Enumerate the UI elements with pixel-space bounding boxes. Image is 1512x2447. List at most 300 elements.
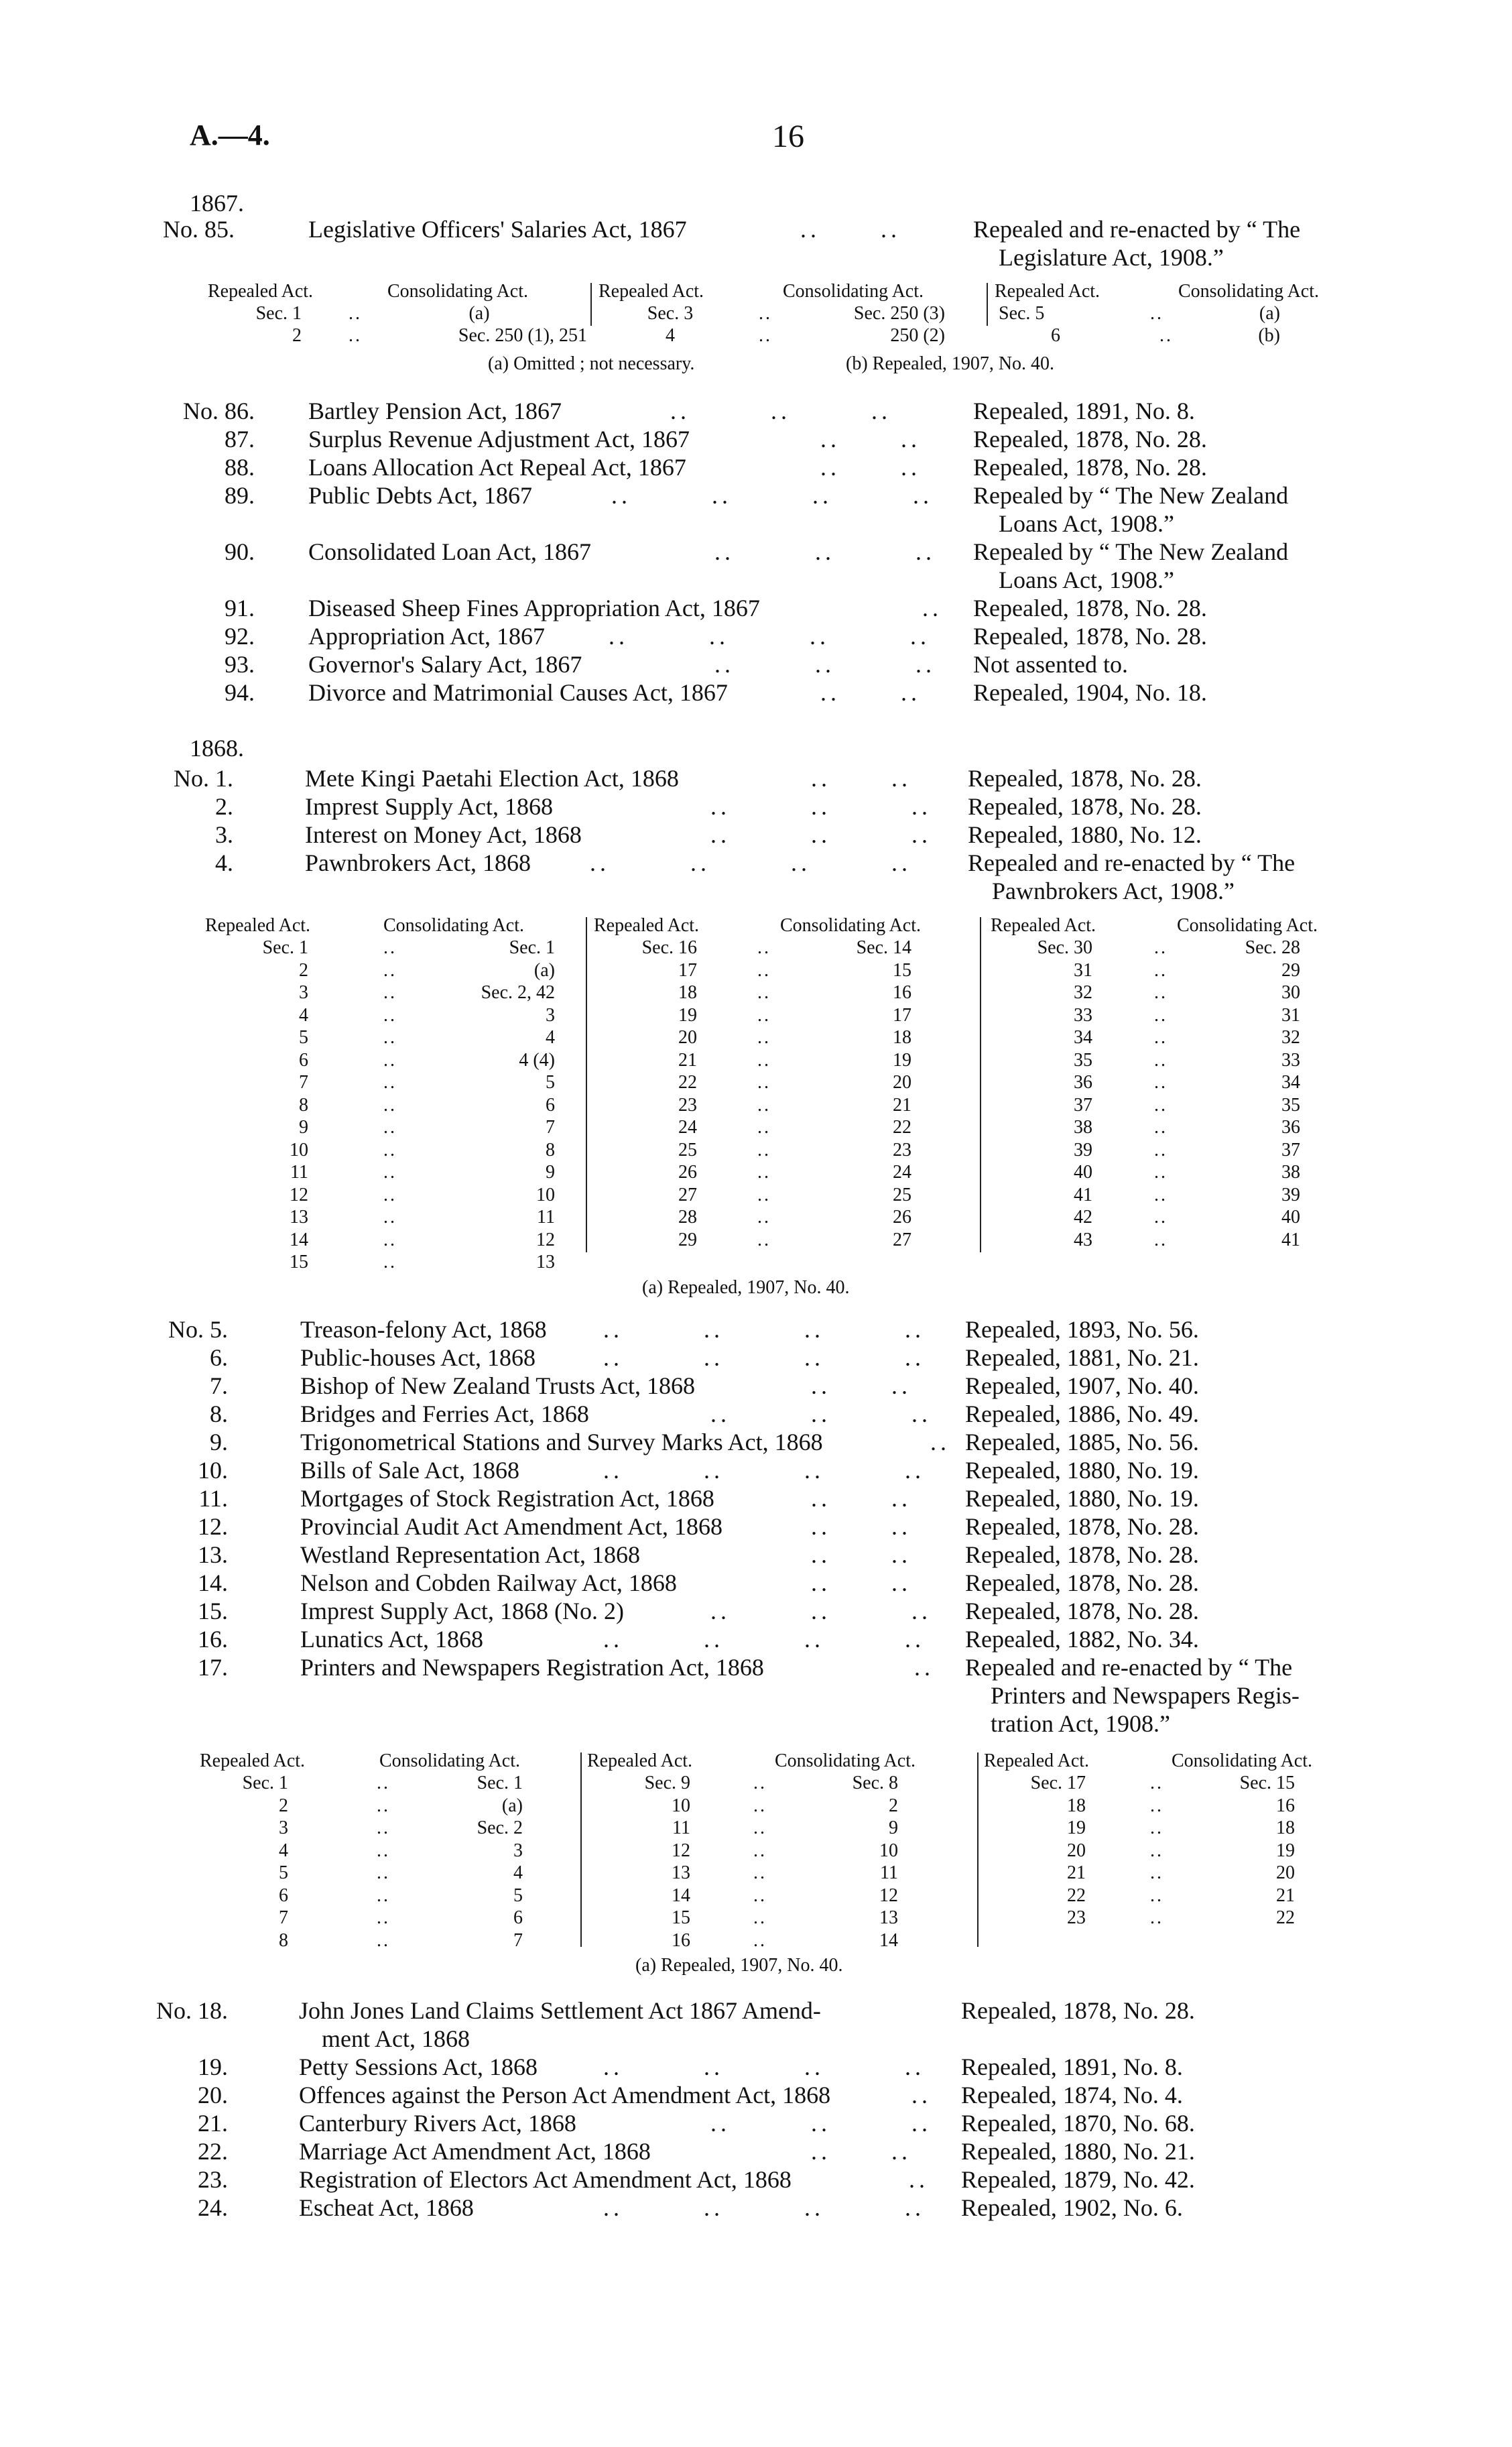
repealed-section: 36 [1074,1072,1092,1093]
leader-dots: .. [759,325,772,346]
consolidating-section: 41 [1281,1229,1300,1250]
act-status: Repealed, 1902, No. 6. [961,2194,1183,2221]
repealed-section: 2 [279,1795,288,1816]
act-title: Surplus Revenue Adjustment Act, 1867 [308,426,690,453]
consolidating-section: 33 [1281,1049,1300,1071]
act-status: Repealed, 1878, No. 28. [965,1569,1199,1596]
consolidating-section: 12 [879,1885,898,1906]
repealed-section: 19 [1067,1817,1086,1838]
act-status-cont: Loans Act, 1908.” [999,566,1174,593]
consolidating-section: 32 [1281,1027,1300,1048]
leader-dots: .. [1150,1840,1163,1861]
repealed-section: Sec. 30 [1037,937,1092,958]
leader-dots: .. .. [811,1372,911,1399]
leader-dots: .. [383,1207,397,1228]
leader-dots: .. [377,1885,390,1906]
repealed-section: 10 [290,1139,308,1160]
leader-dots: .. [757,1162,771,1183]
repealed-section: 26 [678,1162,697,1183]
act-status: Repealed, 1893, No. 56. [965,1316,1199,1343]
act-number: 94. [225,679,255,706]
act-status: Repealed, 1878, No. 28. [968,765,1202,792]
col-header-consolidating: Consolidating Act. [1177,915,1318,936]
consolidating-section: 9 [546,1162,555,1183]
repealed-section: 12 [290,1184,308,1205]
act-title: Lunatics Act, 1868 [300,1626,483,1653]
col-header-consolidating: Consolidating Act. [1172,1750,1312,1771]
act-entry-23 [0,2165,1512,2195]
act-title: Public Debts Act, 1867 [308,482,532,509]
act-entry-85 [0,215,1512,273]
repealed-section: Sec. 1 [242,1773,288,1793]
leader-dots: .. [377,1795,390,1816]
act-entry-92 [0,622,1512,652]
leader-dots: .. .. [811,1485,911,1512]
consolidating-section: 10 [536,1184,555,1205]
col-header-consolidating: Consolidating Act. [780,915,921,936]
act-title: Diseased Sheep Fines Appropriation Act, 1867 [308,595,760,621]
column-divider [586,917,587,1252]
leader-dots: .. .. [820,426,921,453]
act-entry-8 [0,1400,1512,1429]
consolidating-section: 16 [893,982,911,1003]
act-number: 19. [198,2053,228,2080]
act-title: Mortgages of Stock Registration Act, 1868 [300,1485,714,1512]
act-number: 88. [225,454,255,481]
act-status: Repealed, 1878, No. 28. [973,454,1207,481]
act-status: Repealed and re-enacted by “ The [965,1654,1293,1681]
repealed-section: 15 [672,1907,690,1928]
leader-dots: .. [1154,1117,1168,1138]
leader-dots: .. [1150,1817,1163,1838]
leader-dots: .. [383,1139,397,1160]
leader-dots: .. .. .. [710,793,932,820]
repealed-section: 21 [1067,1862,1086,1883]
consolidating-section: 21 [1276,1885,1295,1906]
repealed-section: 10 [672,1795,690,1816]
leader-dots: .. .. .. .. [603,1316,925,1343]
act-entry-14 [0,1569,1512,1598]
leader-dots: .. .. [800,216,901,243]
consolidating-section: (a) [501,1795,523,1816]
act-entry-11 [0,1484,1512,1514]
leader-dots: .. .. [811,2138,911,2165]
act-number: 4. [215,849,233,876]
consolidating-section: 24 [893,1162,911,1183]
act-number: 22. [198,2138,228,2165]
leader-dots: .. [383,1162,397,1183]
act-status: Repealed, 1878, No. 28. [968,793,1202,820]
act-number: 24. [198,2194,228,2221]
consolidating-section: 29 [1281,959,1300,981]
col-header-repealed: Repealed Act. [598,281,704,302]
col-header-consolidating: Consolidating Act. [379,1750,520,1771]
repealed-section: 8 [299,1094,308,1116]
leader-dots: .. .. .. [710,2110,932,2137]
act-number: 90. [225,538,255,565]
repealed-section: 22 [1067,1885,1086,1906]
leader-dots: .. [1154,1162,1168,1183]
consolidating-section: 37 [1281,1139,1300,1160]
leader-dots: .. [383,1184,397,1205]
act-number: 16. [198,1626,228,1653]
consolidating-section: Sec. 15 [1239,1773,1295,1793]
act-status: Repealed, 1881, No. 21. [965,1344,1199,1371]
act-title: Divorce and Matrimonial Causes Act, 1867 [308,679,728,706]
act-title: Printers and Newspapers Registration Act, 1868 [300,1654,764,1681]
leader-dots: .. .. .. .. [603,2053,925,2080]
repealed-section: 13 [672,1862,690,1883]
consolidating-section: 19 [893,1049,911,1071]
leader-dots: .. [1154,1139,1168,1160]
document-code: A.—4. [190,119,270,152]
leader-dots: .. [757,1094,771,1116]
consolidating-section: 8 [546,1139,555,1160]
col-header-consolidating: Consolidating Act. [1178,281,1319,302]
act-number: 21. [198,2110,228,2137]
consolidating-section: 20 [1276,1862,1295,1883]
act-number: No. 85. [163,216,235,243]
consolidating-section: 11 [880,1862,898,1883]
act-number: 17. [198,1654,228,1681]
act-title: Escheat Act, 1868 [299,2194,474,2221]
table-footnote: (a) Repealed, 1907, No. 40. [642,1277,850,1298]
repealed-section: 16 [672,1929,690,1951]
col-header-repealed: Repealed Act. [991,915,1096,936]
consolidating-section: 35 [1281,1094,1300,1116]
leader-dots: .. [349,303,362,324]
act-number: 6. [210,1344,228,1371]
leader-dots: .. [757,982,771,1003]
leader-dots: .. [1154,1094,1168,1116]
act-status: Repealed, 1904, No. 18. [973,679,1207,706]
leader-dots: .. [757,1004,771,1026]
act-number: No. 5. [168,1316,228,1343]
col-header-consolidating: Consolidating Act. [783,281,924,302]
leader-dots: .. [757,1139,771,1160]
act-title: John Jones Land Claims Settlement Act 1867 Amend- [299,1997,821,2024]
leader-dots: .. [377,1907,390,1928]
year-heading-1867: 1867. [190,190,244,217]
leader-dots: .. [914,1654,934,1681]
repealed-section: 13 [290,1207,308,1228]
act-status: Repealed and re-enacted by “ The [968,849,1296,876]
leader-dots: .. [757,1207,771,1228]
leader-dots: .. [1150,1795,1163,1816]
consolidating-section: 22 [1276,1907,1295,1928]
act-entry-87 [0,425,1512,455]
consolidating-section: Sec. 28 [1245,937,1300,958]
section-table-85 [0,280,1512,382]
consolidating-section: 16 [1276,1795,1295,1816]
act-number: 14. [198,1569,228,1596]
leader-dots: .. [383,1117,397,1138]
leader-dots: .. [383,1229,397,1250]
act-status: Repealed, 1879, No. 42. [961,2166,1195,2193]
leader-dots: .. .. .. [710,1598,932,1624]
act-entry-13 [0,1541,1512,1570]
consolidating-section: (a) [468,303,490,324]
leader-dots: .. [383,937,397,958]
leader-dots: .. [930,1429,950,1455]
repealed-section: 21 [678,1049,697,1071]
consolidating-section: 13 [536,1252,555,1272]
consolidating-section: 19 [1276,1840,1295,1861]
leader-dots: .. [757,1117,771,1138]
repealed-section: 28 [678,1207,697,1228]
leader-dots: .. [757,1027,771,1048]
col-header-repealed: Repealed Act. [594,915,700,936]
section-table-4 [0,914,1512,1298]
repealed-section: 43 [1074,1229,1092,1250]
consolidating-section: 4 (4) [519,1049,555,1071]
leader-dots: .. [349,325,362,346]
column-divider [977,1752,979,1947]
leader-dots: .. [757,937,771,958]
leader-dots: .. .. [811,765,911,792]
leader-dots: .. [377,1840,390,1861]
act-number: 87. [225,426,255,453]
leader-dots: .. [911,2082,932,2108]
column-divider [980,917,981,1252]
act-title: Canterbury Rivers Act, 1868 [299,2110,576,2137]
act-number: 91. [225,595,255,621]
act-title: Bills of Sale Act, 1868 [300,1457,519,1484]
act-number: 92. [225,623,255,650]
col-header-repealed: Repealed Act. [208,281,314,302]
consolidating-section: (a) [533,959,555,981]
act-title: Imprest Supply Act, 1868 [305,793,553,820]
page-number: 16 [772,119,804,154]
act-number: 10. [198,1457,228,1484]
act-title: Bishop of New Zealand Trusts Act, 1868 [300,1372,695,1399]
consolidating-section: 3 [513,1840,523,1861]
leader-dots: .. [753,1929,767,1951]
act-status: Repealed, 1880, No. 19. [965,1485,1199,1512]
act-entry-22 [0,2137,1512,2167]
leader-dots: .. [753,1862,767,1883]
act-number: No. 1. [174,765,233,792]
act-title: Petty Sessions Act, 1868 [299,2053,538,2080]
repealed-section: 5 [299,1027,308,1048]
act-status-cont: Pawnbrokers Act, 1908.” [992,878,1235,904]
consolidating-section: 7 [513,1929,523,1951]
repealed-section: 12 [672,1840,690,1861]
act-status: Repealed, 1878, No. 28. [973,595,1207,621]
repealed-section: 27 [678,1184,697,1205]
leader-dots: .. [383,1094,397,1116]
act-status: Repealed, 1878, No. 28. [965,1541,1199,1568]
leader-dots: .. [383,1252,397,1272]
act-number: No. 86. [183,398,255,424]
consolidating-section: 38 [1281,1162,1300,1183]
consolidating-section: 3 [546,1004,555,1026]
leader-dots: .. .. .. .. [603,1626,925,1653]
consolidating-section: (a) [1259,303,1280,324]
repealed-section: 31 [1074,959,1092,981]
act-title: Marriage Act Amendment Act, 1868 [299,2138,651,2165]
consolidating-section: Sec. 2, 42 [481,982,555,1003]
leader-dots: .. [383,1049,397,1071]
repealed-section: 33 [1074,1004,1092,1026]
consolidating-section: 25 [893,1184,911,1205]
repealed-section: 19 [678,1004,697,1026]
act-entry-1 [0,764,1512,794]
consolidating-section: 2 [889,1795,898,1816]
year-heading-1868: 1868. [190,735,244,762]
repealed-section: Sec. 1 [262,937,308,958]
consolidating-section: 40 [1281,1207,1300,1228]
repealed-section: 25 [678,1139,697,1160]
act-status: Repealed, 1878, No. 28. [965,1598,1199,1624]
consolidating-section: Sec. 1 [477,1773,523,1793]
repealed-section: 22 [678,1072,697,1093]
leader-dots: .. [383,1027,397,1048]
repealed-section: 3 [279,1817,288,1838]
leader-dots: .. [922,595,942,621]
act-status: Repealed, 1907, No. 40. [965,1372,1199,1399]
leader-dots: .. .. .. [670,398,891,424]
act-entry-4 [0,849,1512,906]
consolidating-section: Sec. 250 (3) [853,303,945,324]
act-title: Governor's Salary Act, 1867 [308,651,582,678]
leader-dots: .. [1154,1027,1168,1048]
act-number: 9. [210,1429,228,1455]
act-number: 3. [215,821,233,848]
act-entry-10 [0,1456,1512,1486]
repealed-section: 23 [678,1094,697,1116]
act-number: 93. [225,651,255,678]
leader-dots: .. [1150,1907,1163,1928]
consolidating-section: 21 [893,1094,911,1116]
act-entry-93 [0,650,1512,680]
repealed-section: 14 [290,1229,308,1250]
col-header-repealed: Repealed Act. [205,915,311,936]
consolidating-section: 6 [546,1094,555,1116]
leader-dots: .. .. .. .. [603,1457,925,1484]
act-number: 11. [198,1485,228,1512]
leader-dots: .. .. [820,679,921,706]
act-status-cont: Legislature Act, 1908.” [999,244,1224,271]
leader-dots: .. [757,1229,771,1250]
act-status-cont: tration Act, 1908.” [991,1710,1170,1737]
leader-dots: .. .. [811,1541,911,1568]
repealed-section: 32 [1074,982,1092,1003]
consolidating-section: 18 [1276,1817,1295,1838]
act-status: Repealed, 1880, No. 19. [965,1457,1199,1484]
consolidating-section: 4 [546,1027,555,1048]
leader-dots: .. [757,959,771,981]
consolidating-section: (b) [1258,325,1280,346]
leader-dots: .. .. [811,1513,911,1540]
act-status: Repealed by “ The New Zealand [973,538,1289,565]
repealed-section: 4 [279,1840,288,1861]
act-status-cont: Printers and Newspapers Regis- [991,1682,1300,1709]
leader-dots: .. [1159,325,1173,346]
leader-dots: .. [1154,1184,1168,1205]
consolidating-section: 5 [513,1885,523,1906]
act-title: Legislative Officers' Salaries Act, 1867 [308,216,687,243]
act-title: Offences against the Person Act Amendment Act, 1868 [299,2082,831,2108]
repealed-section: 39 [1074,1139,1092,1160]
act-number: 13. [198,1541,228,1568]
section-table-17 [0,1750,1512,1976]
col-header-repealed: Repealed Act. [984,1750,1090,1771]
leader-dots: .. [1154,1207,1168,1228]
act-entry-17 [0,1653,1512,1739]
leader-dots: .. [753,1773,767,1793]
act-status: Repealed, 1878, No. 28. [965,1513,1199,1540]
act-number: 15. [198,1598,228,1624]
repealed-section: 6 [299,1049,308,1071]
col-header-consolidating: Consolidating Act. [383,915,524,936]
repealed-section: 35 [1074,1049,1092,1071]
act-status: Not assented to. [973,651,1128,678]
act-number: 23. [198,2166,228,2193]
leader-dots: .. [1150,1862,1163,1883]
consolidating-section: 23 [893,1139,911,1160]
leader-dots: .. [1154,1004,1168,1026]
leader-dots: .. [377,1773,390,1793]
consolidating-section: 36 [1281,1117,1300,1138]
leader-dots: .. [377,1862,390,1883]
act-number: 20. [198,2082,228,2108]
repealed-section: 34 [1074,1027,1092,1048]
repealed-section: 11 [290,1162,308,1183]
consolidating-section: 31 [1281,1004,1300,1026]
act-status: Repealed, 1878, No. 28. [973,426,1207,453]
act-title: Interest on Money Act, 1868 [305,821,582,848]
repealed-section: 18 [678,982,697,1003]
leader-dots: .. .. .. [710,1400,932,1427]
leader-dots: .. [383,1004,397,1026]
leader-dots: .. .. .. .. [611,482,933,509]
act-title: Mete Kingi Paetahi Election Act, 1868 [305,765,679,792]
act-title: Treason-felony Act, 1868 [300,1316,547,1343]
consolidating-section: 4 [513,1862,523,1883]
act-title: Westland Representation Act, 1868 [300,1541,640,1568]
act-status: Repealed, 1878, No. 28. [973,623,1207,650]
leader-dots: .. [383,982,397,1003]
act-entry-20 [0,2081,1512,2110]
repealed-section: 6 [279,1885,288,1906]
repealed-section: Sec. 3 [647,303,694,324]
act-entry-12 [0,1512,1512,1542]
repealed-section: 7 [279,1907,288,1928]
act-entry-21 [0,2109,1512,2139]
act-title: Consolidated Loan Act, 1867 [308,538,591,565]
leader-dots: .. [377,1817,390,1838]
repealed-section: 15 [290,1252,308,1272]
repealed-section: 29 [678,1229,697,1250]
leader-dots: .. [753,1907,767,1928]
leader-dots: .. [757,1184,771,1205]
act-status: Repealed, 1885, No. 56. [965,1429,1199,1455]
repealed-section: 24 [678,1117,697,1138]
consolidating-section: 15 [893,959,911,981]
repealed-section: Sec. 16 [641,937,697,958]
col-header-repealed: Repealed Act. [995,281,1100,302]
repealed-section: 20 [678,1027,697,1048]
act-title: Nelson and Cobden Railway Act, 1868 [300,1569,677,1596]
leader-dots: .. [1154,937,1168,958]
consolidating-section: Sec. 2 [477,1817,523,1838]
act-entry-89 [0,481,1512,539]
col-header-repealed: Repealed Act. [587,1750,693,1771]
consolidating-section: 5 [546,1072,555,1093]
act-status: Repealed by “ The New Zealand [973,482,1289,509]
leader-dots: .. .. .. [710,821,932,848]
